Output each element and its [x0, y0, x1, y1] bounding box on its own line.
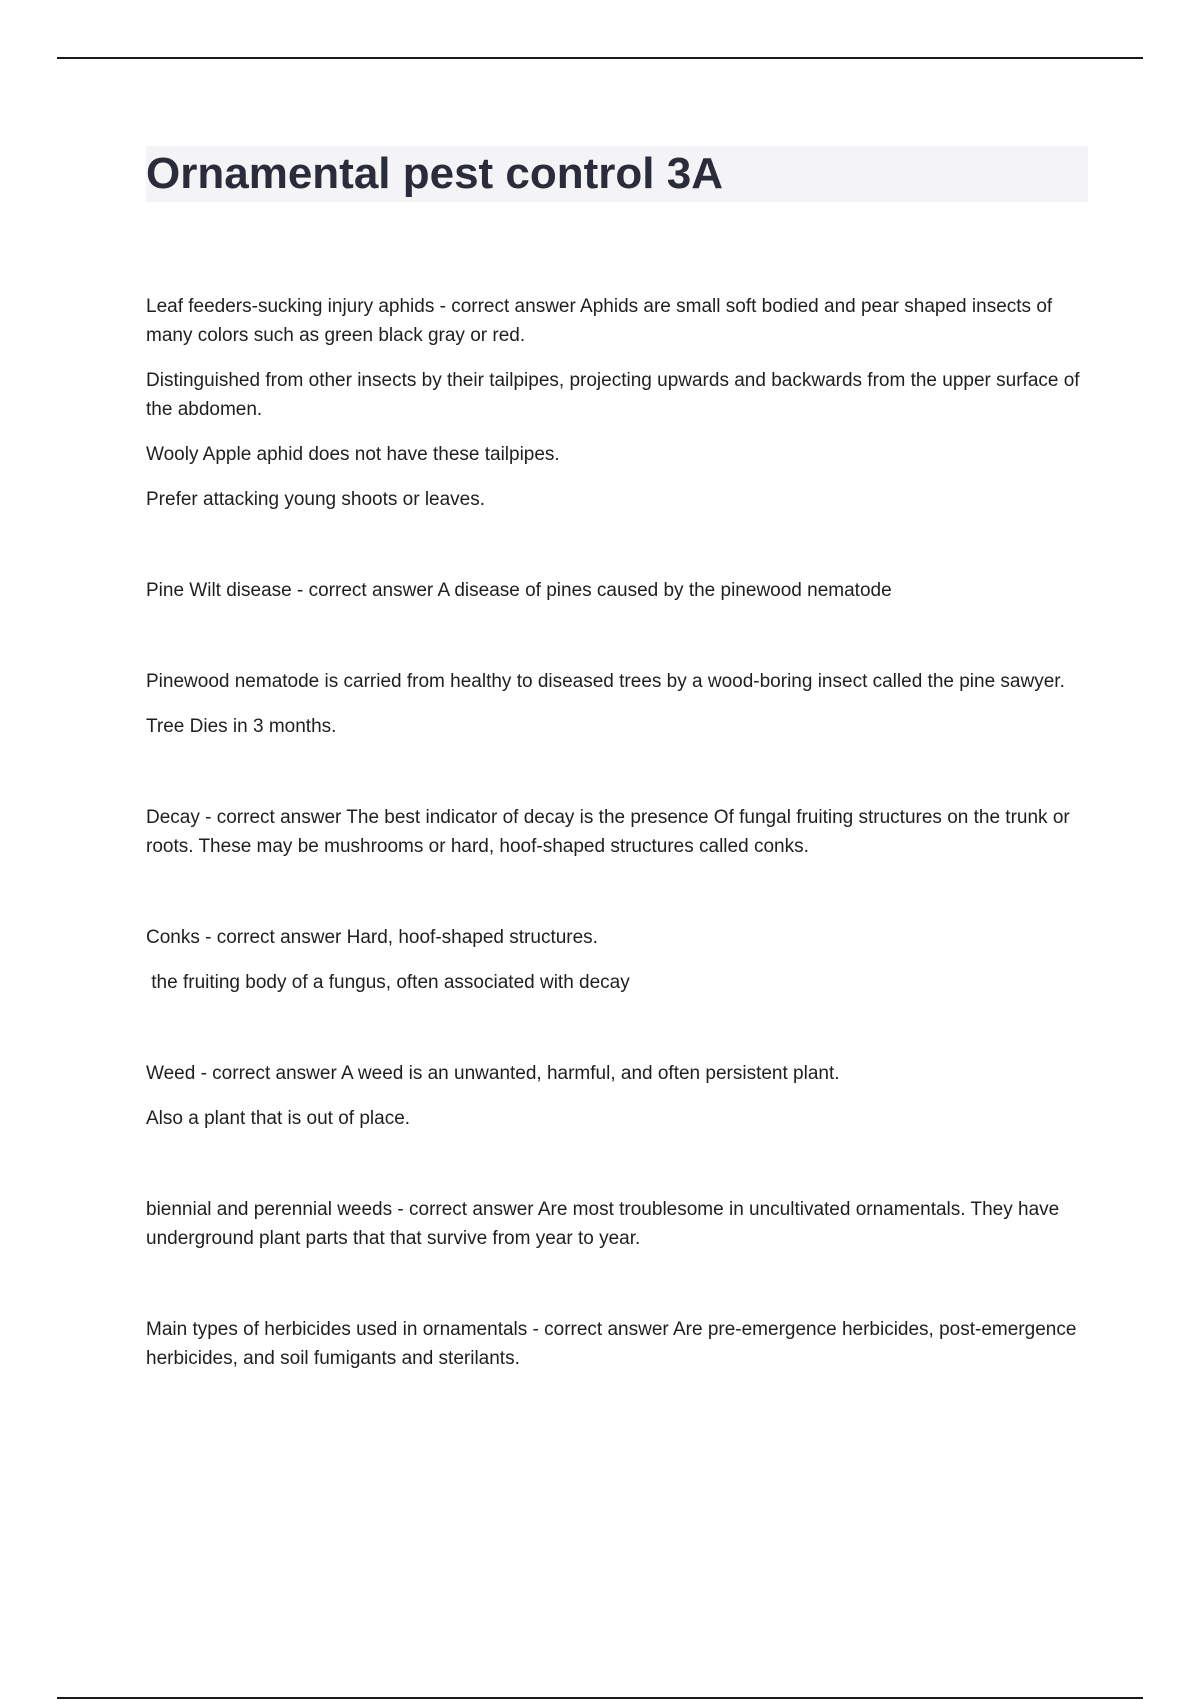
- flashcard-pine-wilt: [146, 576, 1092, 605]
- card-paragraph: Distinguished from other insects by their tailpipes, projecting upwards and backwards from the upper surface of the abdomen.: [146, 370, 1085, 420]
- top-divider: [57, 57, 1143, 59]
- flashcard-biennial-perennial-weeds: [146, 1195, 1092, 1253]
- page-title: Ornamental pest control 3A: [146, 146, 1088, 202]
- card-paragraph: Main types of herbicides used in ornamentals - correct answer Are pre-emergence herbicides, post-emergence herbicides, and soil fumigants and sterilants.: [146, 1319, 1082, 1369]
- flashcard-herbicide-types: [146, 1315, 1092, 1373]
- bottom-divider: [57, 1697, 1143, 1699]
- card-paragraph: the fruiting body of a fungus, often associated with decay: [146, 972, 630, 993]
- flashcard-decay: [146, 803, 1092, 861]
- card-paragraph: Decay - correct answer The best indicator of decay is the presence Of fungal fruiting structures on the trunk or roots. These may be mushrooms or hard, hoof-shaped structures called conks.: [146, 807, 1075, 857]
- card-paragraph: Prefer attacking young shoots or leaves.: [146, 489, 486, 510]
- card-paragraph: biennial and perennial weeds - correct answer Are most troublesome in uncultivated ornamentals. They have underground plant parts that that survive from year to year.: [146, 1199, 1065, 1249]
- card-paragraph: Pine Wilt disease - correct answer A disease of pines caused by the pinewood nematode: [146, 580, 892, 601]
- flashcard-aphids: [146, 292, 1092, 514]
- flashcard-list: [146, 292, 1092, 1435]
- card-paragraph: Leaf feeders-sucking injury aphids - correct answer Aphids are small soft bodied and pear shaped insects of many colors such as green black gray or red.: [146, 296, 1058, 346]
- flashcard-pinewood-nematode: [146, 667, 1092, 741]
- card-paragraph: Pinewood nematode is carried from healthy to diseased trees by a wood-boring insect called the pine sawyer.: [146, 671, 1065, 692]
- flashcard-weed: [146, 1059, 1092, 1133]
- card-paragraph: Also a plant that is out of place.: [146, 1108, 411, 1129]
- flashcard-conks: [146, 923, 1092, 997]
- card-paragraph: Weed - correct answer A weed is an unwanted, harmful, and often persistent plant.: [146, 1063, 840, 1084]
- card-paragraph: Wooly Apple aphid does not have these tailpipes.: [146, 444, 560, 465]
- card-paragraph: Conks - correct answer Hard, hoof-shaped structures.: [146, 927, 598, 948]
- card-paragraph: Tree Dies in 3 months.: [146, 716, 337, 737]
